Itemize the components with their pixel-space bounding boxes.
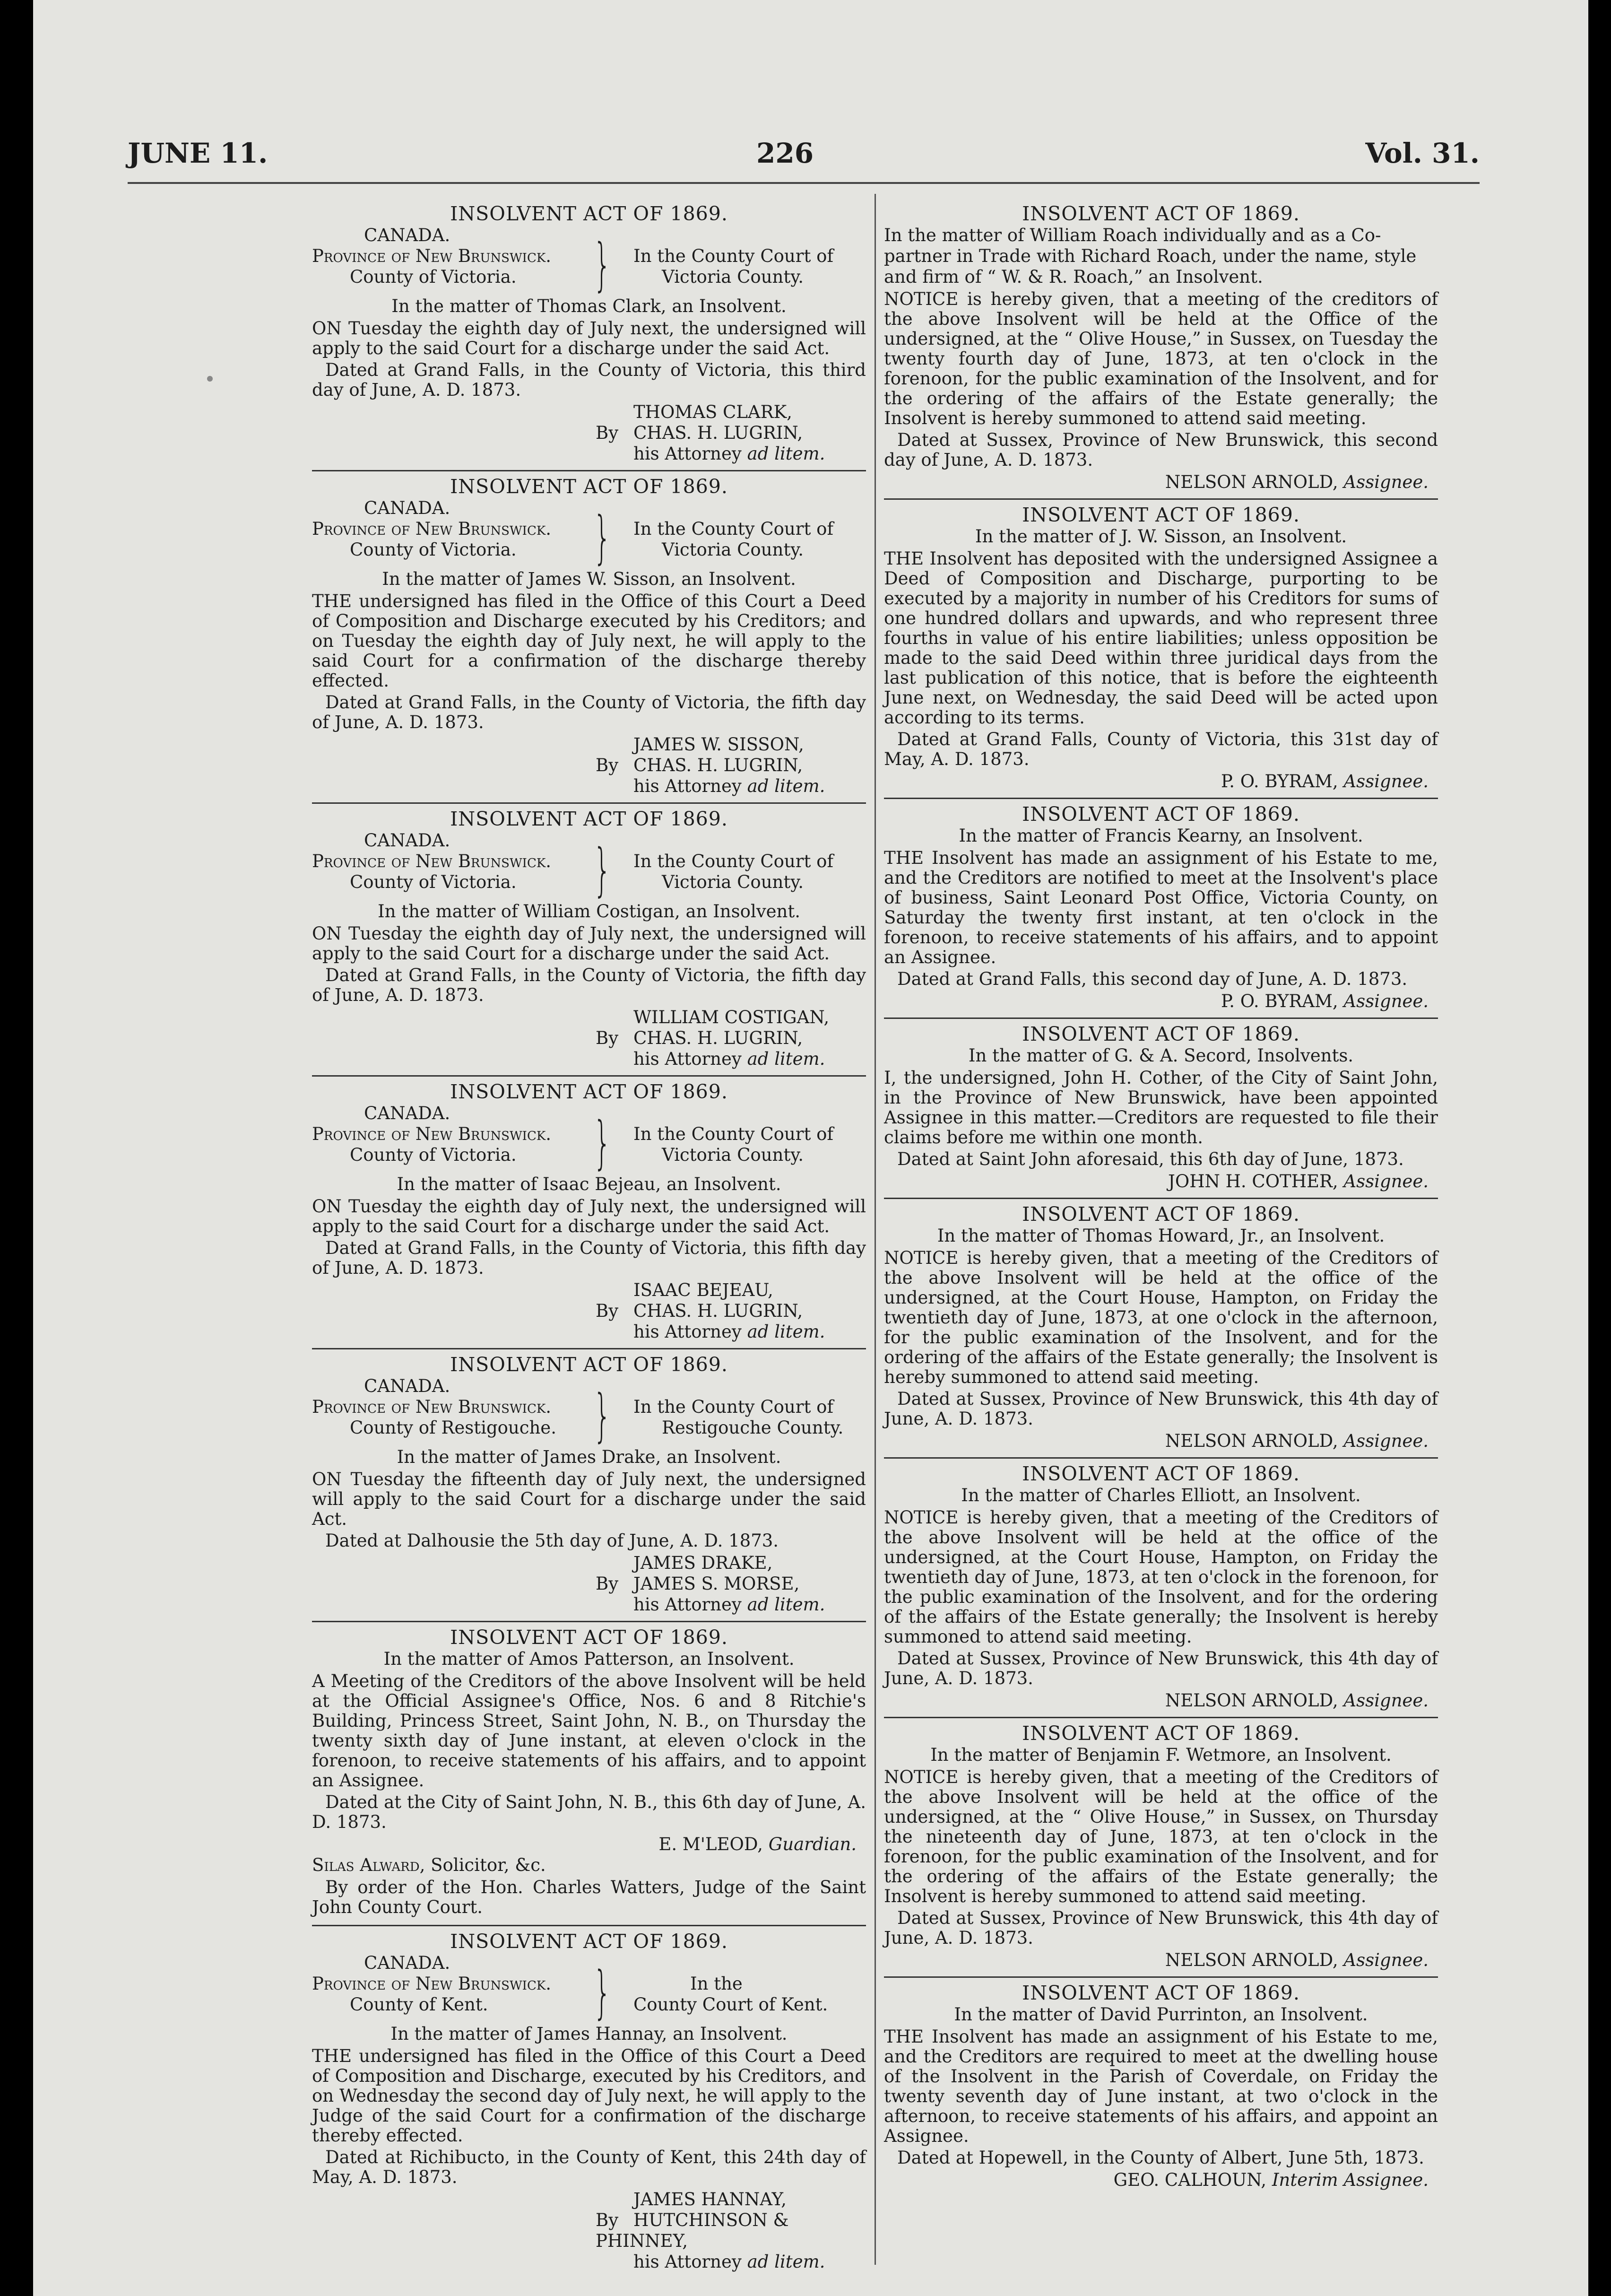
- by-label: By: [596, 1301, 619, 1321]
- notice: [884, 1718, 1438, 1978]
- by-label: By: [596, 1028, 619, 1048]
- brace-icon: }: [593, 1110, 612, 1176]
- attorney-label: his Attorney: [633, 1049, 742, 1069]
- county: County of Kent.: [350, 1994, 488, 2015]
- brace-icon: }: [593, 1960, 612, 2026]
- matter-line: In the matter of Thomas Clark, an Insolvent.: [391, 296, 787, 316]
- assignee-name: NELSON ARNOLD,: [1165, 1690, 1338, 1711]
- court-name: In the County Court of: [633, 1397, 834, 1417]
- court-heading: [312, 830, 866, 901]
- matter-line: In the matter of James Drake, an Insolvent.: [397, 1447, 781, 1467]
- notice-title: INSOLVENT ACT OF 1869.: [1022, 202, 1300, 225]
- assignee-name: JOHN H. COTHER,: [1168, 1171, 1338, 1191]
- notice: [312, 471, 866, 804]
- assignee-role: Assignee.: [1343, 1950, 1429, 1970]
- court-heading: [312, 1376, 866, 1447]
- assignee-name: GEO. CALHOUN,: [1113, 2170, 1267, 2190]
- county: County of Victoria.: [350, 267, 517, 287]
- province: Province of New Brunswick.: [312, 519, 552, 539]
- brace-icon: }: [593, 837, 612, 903]
- notice-text: ON Tuesday the eighth day of July next, the undersigned will apply to the said Court for a discharge under the said Act.: [312, 318, 866, 358]
- court-name: In the County Court of: [633, 246, 834, 266]
- notice-title: INSOLVENT ACT OF 1869.: [450, 1353, 728, 1376]
- notice-text: ON Tuesday the fifteenth day of July next, the undersigned will apply to the said Court for a discharge under the said Act.: [312, 1469, 866, 1529]
- notice: [884, 799, 1438, 1019]
- country: CANADA.: [364, 1103, 450, 1123]
- county: County of Victoria.: [350, 1145, 517, 1165]
- court-heading: [312, 1953, 866, 2024]
- guardian-name: E. M'LEOD,: [658, 1834, 763, 1854]
- brace-icon: }: [593, 505, 612, 571]
- notice-title: INSOLVENT ACT OF 1869.: [1022, 1023, 1300, 1045]
- ad-litem: ad litem.: [747, 1594, 825, 1615]
- attorney-name: CHAS. H. LUGRIN,: [633, 1301, 803, 1321]
- assignee-line: [884, 1431, 1438, 1452]
- by-label: By: [596, 2210, 619, 2230]
- assignee-line: [884, 1950, 1438, 1971]
- dateline: Dated at Hopewell, in the County of Albert, June 5th, 1873.: [897, 2148, 1424, 2168]
- ad-litem: ad litem.: [747, 444, 825, 464]
- dateline: Dated at Grand Falls, in the County of Victoria, the fifth day of June, A. D. 1873.: [312, 692, 866, 732]
- country: CANADA.: [364, 830, 450, 851]
- matter-line: In the matter of Isaac Bejeau, an Insolvent.: [397, 1174, 781, 1194]
- notice-title: INSOLVENT ACT OF 1869.: [450, 808, 728, 830]
- matter-line: In the matter of G. & A. Secord, Insolvents.: [968, 1045, 1354, 1066]
- attorney-name: HUTCHINSON & PHINNEY,: [596, 2210, 789, 2251]
- notice-text: NOTICE is hereby given, that a meeting of the Creditors of the above Insolvent will be held at the office of the undersigned, at the “ Olive House,” in Sussex, on Thursday the nineteenth day of June, 1873, at ten o'clock in the forenoon, for the public examination of the Insolvent, and for the ordering of the affairs of the Estate generally; the Insolvent is hereby summoned to attend said meeting.: [884, 1767, 1438, 1906]
- ad-litem: ad litem.: [747, 776, 825, 796]
- notice: [884, 1459, 1438, 1718]
- matter-line: In the matter of David Purrinton, an Insolvent.: [954, 2004, 1368, 2025]
- court-name: In the County Court of: [633, 1124, 834, 1144]
- court-name: In the County Court of: [633, 851, 834, 871]
- notice: [312, 1077, 866, 1349]
- ad-litem: ad litem.: [747, 2252, 825, 2272]
- dateline: Dated at Grand Falls, in the County of Victoria, this fifth day of June, A. D. 1873.: [312, 1238, 866, 1278]
- ad-litem: ad litem.: [747, 1049, 825, 1069]
- county: County of Victoria.: [350, 539, 517, 560]
- matter-line: In the matter of Benjamin F. Wetmore, an Insolvent.: [930, 1745, 1392, 1765]
- notice-text: THE undersigned has filed in the Office of this Court a Deed of Composition and Discharge, executed by his Creditors, and on Wednesday the second day of July next, he will apply to the Judge of the said Court for a confirmation of the discharge thereby effected.: [312, 2046, 866, 2146]
- county: County of Victoria.: [350, 872, 517, 892]
- notice: [884, 1019, 1438, 1199]
- ink-spot: [207, 376, 213, 382]
- dateline: Dated at Richibucto, in the County of Kent, this 24th day of May, A. D. 1873.: [312, 2147, 866, 2187]
- matter-line: In the matter of J. W. Sisson, an Insolvent.: [975, 526, 1347, 547]
- attorney-label: his Attorney: [633, 1594, 742, 1615]
- signature-block: [312, 734, 866, 797]
- solicitor-role: Solicitor, &c.: [431, 1855, 546, 1875]
- province: Province of New Brunswick.: [312, 1974, 552, 1994]
- solicitor-name: Silas Alward,: [312, 1855, 425, 1875]
- assignee-name: NELSON ARNOLD,: [1165, 1431, 1338, 1451]
- province: Province of New Brunswick.: [312, 1397, 552, 1417]
- signature-block: [312, 1553, 866, 1615]
- notice-title: INSOLVENT ACT OF 1869.: [1022, 1722, 1300, 1745]
- right-column: [884, 199, 1438, 2260]
- dateline: Dated at Grand Falls, in the County of Victoria, the fifth day of June, A. D. 1873.: [312, 965, 866, 1005]
- assignee-name: NELSON ARNOLD,: [1165, 1950, 1338, 1970]
- newspaper-page: [33, 0, 1588, 2296]
- province: Province of New Brunswick.: [312, 1124, 552, 1144]
- notice-title: INSOLVENT ACT OF 1869.: [450, 202, 728, 225]
- solicitor-line: [312, 1855, 866, 1876]
- notice-title: INSOLVENT ACT OF 1869.: [450, 475, 728, 498]
- court-name: In the: [690, 1974, 743, 1994]
- notice-title: INSOLVENT ACT OF 1869.: [450, 1930, 728, 1953]
- notice-text: THE Insolvent has made an assignment of his Estate to me, and the Creditors are required to meet at the dwelling house of the Insolvent in the Parish of Coverdale, on Friday the twenty seventh day of June instant, at two o'clock in the afternoon, to receive statements of his affairs, and appoint an Assignee.: [884, 2026, 1438, 2146]
- assignee-role: Assignee.: [1343, 1171, 1429, 1191]
- notice-text: NOTICE is hereby given, that a meeting of the creditors of the above Insolvent will be held at the Office of the undersigned, at the “ Olive House,” in Sussex, on Tuesday the twenty fourth day of June, 1873, at ten o'clock in the forenoon, for the public examination of the Insolvent, and for the ordering of the affairs of the Estate generally; the Insolvent is hereby summoned to attend said meeting.: [884, 289, 1438, 428]
- notice-title: INSOLVENT ACT OF 1869.: [1022, 1982, 1300, 2004]
- court-county: Victoria County.: [662, 872, 804, 892]
- attorney-name: CHAS. H. LUGRIN,: [633, 1028, 803, 1048]
- assignee-name: P. O. BYRAM,: [1221, 771, 1338, 791]
- assignee-role: Assignee.: [1343, 1431, 1429, 1451]
- attorney-label: his Attorney: [633, 1322, 742, 1342]
- province: Province of New Brunswick.: [312, 246, 552, 266]
- by-label: By: [596, 423, 619, 443]
- attorney-name: JAMES S. MORSE,: [633, 1574, 800, 1594]
- notice-text: NOTICE is hereby given, that a meeting of the Creditors of the above Insolvent will be held at the office of the undersigned, at the Court House, Hampton, on Friday the twentieth day of June, 1873, at one o'clock in the afternoon, for the public examination of the Insolvent, and for the ordering of the affairs of the Estate generally; the Insolvent is hereby summoned to attend said meeting.: [884, 1248, 1438, 1387]
- court-heading: [312, 1103, 866, 1174]
- matter-line: In the matter of Thomas Howard, Jr., an Insolvent.: [937, 1226, 1385, 1246]
- notice-text: ON Tuesday the eighth day of July next, the undersigned will apply to the said Court for a discharge under the said Act.: [312, 923, 866, 964]
- notice: [884, 1978, 1438, 2196]
- court-order: By order of the Hon. Charles Watters, Judge of the Saint John County Court.: [312, 1877, 866, 1917]
- assignee-role: Interim Assignee.: [1272, 2170, 1429, 2190]
- notice: [312, 804, 866, 1077]
- dateline: Dated at Dalhousie the 5th day of June, A. D. 1873.: [325, 1531, 779, 1551]
- court-county: Restigouche County.: [662, 1418, 844, 1438]
- court-county: Victoria County.: [662, 267, 804, 287]
- notice-text: THE undersigned has filed in the Office of this Court a Deed of Composition and Discharge executed by his Creditors; and on Tuesday the eighth day of July next, he will apply to the said Court for a confirmation of the discharge thereby effected.: [312, 591, 866, 691]
- page-header: [128, 137, 1480, 184]
- dateline: Dated at Grand Falls, County of Victoria, this 31st day of May, A. D. 1873.: [884, 729, 1438, 769]
- province: Province of New Brunswick.: [312, 851, 552, 871]
- court-name: In the County Court of: [633, 519, 834, 539]
- notice: [884, 1199, 1438, 1459]
- assignee-role: Assignee.: [1343, 472, 1429, 492]
- matter-line: In the matter of William Roach individually and as a Co-partner in Trade with Richard Roach, under the name, style and firm of “ W. & R. Roach,” an Insolvent.: [884, 225, 1417, 287]
- attorney-label: his Attorney: [633, 2252, 742, 2272]
- assignee-line: [884, 991, 1438, 1012]
- assignee-name: P. O. BYRAM,: [1221, 991, 1338, 1011]
- ad-litem: ad litem.: [747, 1322, 825, 1342]
- attorney-name: CHAS. H. LUGRIN,: [633, 755, 803, 775]
- dateline: Dated at Sussex, Province of New Brunswick, this second day of June, A. D. 1873.: [884, 430, 1438, 470]
- dateline: Dated at Sussex, Province of New Brunswick, this 4th day of June, A. D. 1873.: [884, 1389, 1438, 1429]
- notice-title: INSOLVENT ACT OF 1869.: [1022, 504, 1300, 526]
- notice-title: INSOLVENT ACT OF 1869.: [450, 1626, 728, 1649]
- left-column: [312, 199, 866, 2272]
- notice-title: INSOLVENT ACT OF 1869.: [1022, 1462, 1300, 1485]
- signature-block: [312, 2189, 866, 2272]
- assignee-line: [884, 2170, 1438, 2191]
- insolvent-name: JAMES DRAKE,: [633, 1553, 773, 1573]
- notice: [312, 199, 866, 471]
- court-county: Victoria County.: [662, 539, 804, 560]
- assignee-name: NELSON ARNOLD,: [1165, 472, 1338, 492]
- notice: [312, 1926, 866, 2278]
- notice: [312, 1622, 866, 1926]
- country: CANADA.: [364, 225, 450, 245]
- assignee-line: [884, 771, 1438, 792]
- notice: [884, 500, 1438, 799]
- assignee-line: [884, 1690, 1438, 1711]
- country: CANADA.: [364, 1376, 450, 1396]
- brace-icon: }: [593, 1383, 612, 1449]
- notice-title: INSOLVENT ACT OF 1869.: [1022, 1203, 1300, 1226]
- dateline: Dated at Grand Falls, in the County of Victoria, this third day of June, A. D. 1873.: [312, 360, 866, 400]
- attorney-name: CHAS. H. LUGRIN,: [633, 423, 803, 443]
- assignee-line: [884, 472, 1438, 493]
- assignee-line: [884, 1171, 1438, 1192]
- header-rule: [128, 182, 1480, 184]
- matter-line: In the matter of James W. Sisson, an Insolvent.: [382, 569, 796, 589]
- dateline: Dated at the City of Saint John, N. B., this 6th day of June, A. D. 1873.: [312, 1792, 866, 1832]
- county: County of Restigouche.: [350, 1418, 556, 1438]
- notice-title: INSOLVENT ACT OF 1869.: [1022, 803, 1300, 826]
- signature-block: [312, 402, 866, 464]
- matter-line: In the matter of Charles Elliott, an Insolvent.: [961, 1485, 1361, 1505]
- assignee-line: [312, 1834, 866, 1855]
- attorney-label: his Attorney: [633, 444, 742, 464]
- court-heading: [312, 498, 866, 569]
- by-label: By: [596, 755, 619, 775]
- insolvent-name: THOMAS CLARK,: [633, 402, 792, 422]
- assignee-role: Assignee.: [1343, 771, 1429, 791]
- signature-block: [312, 1280, 866, 1342]
- volume-number: Vol. 31.: [1365, 137, 1480, 169]
- court-county: Victoria County.: [662, 1145, 804, 1165]
- dateline: Dated at Sussex, Province of New Brunswick, this 4th day of June, A. D. 1873.: [884, 1648, 1438, 1688]
- matter-line: In the matter of James Hannay, an Insolvent.: [390, 2024, 788, 2044]
- country: CANADA.: [364, 1953, 450, 1973]
- notice-text: A Meeting of the Creditors of the above Insolvent will be held at the Official Assignee's Office, Nos. 6 and 8 Ritchie's Building, Princess Street, Saint John, N. B., on Thursday the twenty sixth day of June instant, at eleven o'clock in the forenoon, to receive statements of his affairs, and to appoint an Assignee.: [312, 1671, 866, 1791]
- notice-title: INSOLVENT ACT OF 1869.: [450, 1080, 728, 1103]
- column-divider: [875, 194, 876, 2265]
- assignee-role: Assignee.: [1343, 991, 1429, 1011]
- insolvent-name: JAMES W. SISSON,: [633, 734, 804, 755]
- page-number: 226: [756, 137, 814, 169]
- court-heading: [312, 225, 866, 296]
- attorney-label: his Attorney: [633, 776, 742, 796]
- insolvent-name: ISAAC BEJEAU,: [633, 1280, 773, 1300]
- signature-block: [312, 1007, 866, 1070]
- notice-text: THE Insolvent has made an assignment of his Estate to me, and the Creditors are notified to meet at the Insolvent's place of business, Saint Leonard Post Office, Victoria County, on Saturday the twenty first instant, at ten o'clock in the forenoon, to receive statements of his affairs, and to appoint an Assignee.: [884, 848, 1438, 967]
- matter-line: In the matter of William Costigan, an Insolvent.: [378, 901, 800, 922]
- dateline: Dated at Sussex, Province of New Brunswick, this 4th day of June, A. D. 1873.: [884, 1908, 1438, 1948]
- matter-line: In the matter of Amos Patterson, an Insolvent.: [383, 1649, 795, 1669]
- court-county: County Court of Kent.: [633, 1994, 828, 2015]
- notice-text: THE Insolvent has deposited with the undersigned Assignee a Deed of Composition and Discharge, purporting to be executed by a majority in number of his Creditors for sums of one hundred dollars and upwards, and who represent three fourths in value of his entire liabilities; unless opposition be made to the said Deed within three juridical days from the last publication of this notice, that is before the eighteenth June next, on Wednesday, the said Deed will be acted upon according to its terms.: [884, 548, 1438, 728]
- notice-text: ON Tuesday the eighth day of July next, the undersigned will apply to the said Court for a discharge under the said Act.: [312, 1196, 866, 1236]
- guardian-role: Guardian.: [768, 1834, 857, 1854]
- brace-icon: }: [593, 232, 612, 298]
- country: CANADA.: [364, 498, 450, 518]
- insolvent-name: WILLIAM COSTIGAN,: [633, 1007, 830, 1027]
- by-label: By: [596, 1574, 619, 1594]
- dateline: Dated at Grand Falls, this second day of June, A. D. 1873.: [897, 969, 1408, 989]
- notice: [312, 1349, 866, 1622]
- insolvent-name: JAMES HANNAY,: [633, 2189, 787, 2209]
- notice: [884, 199, 1438, 500]
- dateline: Dated at Saint John aforesaid, this 6th day of June, 1873.: [897, 1149, 1404, 1169]
- assignee-role: Assignee.: [1343, 1690, 1429, 1711]
- header-date: JUNE 11.: [128, 137, 268, 169]
- notice-text: NOTICE is hereby given, that a meeting of the Creditors of the above Insolvent will be held at the office of the undersigned, at the Court House, Hampton, on Friday the twentieth day of June, 1873, at ten o'clock in the forenoon, for the public examination of the Insolvent, and for the ordering of the affairs of the Estate generally; the Insolvent is hereby summoned to attend said meeting.: [884, 1507, 1438, 1647]
- notice-text: I, the undersigned, John H. Cother, of the City of Saint John, in the Province of New Brunswick, have been appointed Assignee in this matter.—Creditors are requested to file their claims before me within one month.: [884, 1068, 1438, 1148]
- matter-line: In the matter of Francis Kearny, an Insolvent.: [959, 826, 1363, 846]
